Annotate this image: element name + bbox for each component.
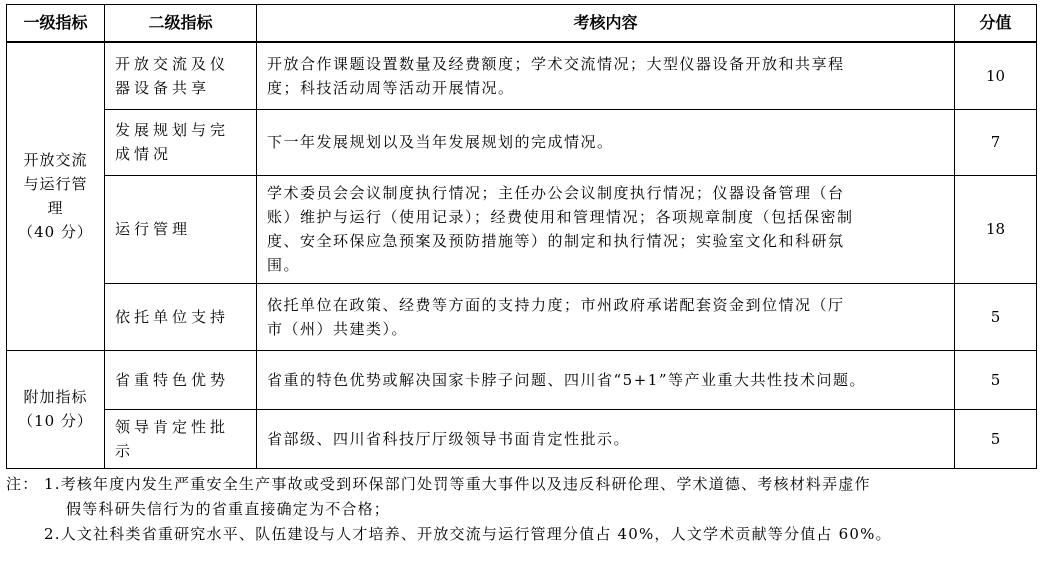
header-level1: 一级指标 — [7, 5, 105, 43]
table-row — [7, 42, 1037, 109]
level2-indicator-line: 领导肯定性批 — [115, 417, 230, 436]
header-score: 分值 — [955, 5, 1037, 43]
level2-indicator-cell — [105, 409, 257, 468]
table-header-row — [7, 5, 1037, 43]
table-row — [7, 350, 1037, 409]
table-row — [7, 109, 1037, 175]
assessment-content-line: 省重的特色优势或解决国家卡脖子问题、四川省“5+1”等产业重大共性技术问题。 — [267, 370, 866, 389]
score-cell: 10 — [955, 42, 1037, 109]
level2-indicator-cell — [105, 175, 257, 283]
table-row — [7, 175, 1037, 283]
footnote-1-line-2: 假等科研失信行为的省重直接确定为不合格； — [66, 499, 391, 518]
document-page — [6, 4, 1036, 547]
assessment-content-line: 下一年发展规划以及当年发展规划的完成情况。 — [267, 133, 614, 151]
level2-indicator-line: 依托单位支持 — [115, 307, 230, 326]
assessment-content-cell — [257, 109, 955, 175]
score-cell: 7 — [955, 109, 1037, 175]
level1-indicator-cell — [7, 42, 105, 350]
level2-indicator-line: 成情况 — [115, 145, 173, 163]
assessment-content-cell — [257, 175, 955, 283]
assessment-content-line: 开放合作课题设置数量及经费额度；学术交流情况；大型仪器设备开放和共享程 — [267, 54, 845, 73]
assessment-content-cell — [257, 409, 955, 468]
assessment-content-line: 度、安全环保应急预案及预防措施等）的制定和执行情况；实验室文化和科研氛 — [267, 232, 845, 250]
footnote-prefix: 注： — [6, 474, 39, 493]
assessment-content-cell — [257, 283, 955, 350]
level1-indicator-cell — [7, 350, 105, 468]
level2-indicator-line: 器设备共享 — [115, 78, 211, 97]
assessment-table — [6, 4, 1037, 469]
level1-indicator-line: 理 — [47, 199, 64, 218]
footnote-1 — [6, 472, 1036, 497]
score-cell: 5 — [955, 350, 1037, 409]
level2-indicator-line: 开放交流及仪 — [115, 54, 230, 73]
level2-indicator-cell — [105, 283, 257, 350]
level2-indicator-line: 运行管理 — [115, 220, 192, 238]
level1-indicator-line: 附加指标 — [23, 388, 88, 406]
assessment-content-line: 度；科技活动周等活动开展情况。 — [267, 78, 515, 97]
assessment-content-line: 围。 — [267, 256, 301, 274]
assessment-content-line: 市（州）共建类）。 — [267, 319, 409, 338]
score-cell: 5 — [955, 409, 1037, 468]
level2-indicator-cell — [105, 42, 257, 109]
header-level2: 二级指标 — [105, 5, 257, 43]
score-cell: 5 — [955, 283, 1037, 350]
level2-indicator-line: 发展规划与完 — [115, 121, 230, 139]
assessment-content-line: 省部级、四川省科技厅厅级领导书面肯定性批示。 — [267, 429, 631, 448]
level1-indicator-line: （40 分） — [18, 223, 93, 242]
assessment-content-line: 学术委员会会议制度执行情况；主任办公会议制度执行情况；仪器设备管理（台 — [267, 184, 845, 202]
assessment-content-cell — [257, 350, 955, 409]
assessment-content-line: 依托单位在政策、经费等方面的支持力度；市州政府承诺配套资金到位情况（厅 — [267, 295, 845, 314]
level2-indicator-line: 示 — [115, 441, 135, 460]
table-row — [7, 283, 1037, 350]
table-row — [7, 409, 1037, 468]
footnote-1-line-1: 1.考核年度内发生严重安全生产事故或受到环保部门处罚等重大事件以及违反科研伦理、学术道德、考核材料弄虚作 — [44, 474, 871, 493]
level1-indicator-line: （10 分） — [18, 412, 93, 430]
score-cell: 18 — [955, 175, 1037, 283]
level2-indicator-cell — [105, 109, 257, 175]
table-body — [7, 42, 1037, 468]
level1-indicator-line: 开放交流 — [23, 151, 88, 170]
level2-indicator-line: 省重特色优势 — [115, 370, 230, 389]
assessment-content-line: 账）维护与运行（使用记录）；经费使用和管理情况；各项规章制度（包括保密制 — [267, 208, 854, 226]
header-content: 考核内容 — [257, 5, 955, 43]
footnote-2: 2.人文社科类省重研究水平、队伍建设与人才培养、开放交流与运行管理分值占 40%，人文学术贡献等分值占 60%。 — [44, 524, 892, 543]
assessment-content-cell — [257, 42, 955, 109]
level1-indicator-line: 与运行管 — [23, 175, 88, 194]
level2-indicator-cell — [105, 350, 257, 409]
footnotes — [6, 472, 1036, 547]
